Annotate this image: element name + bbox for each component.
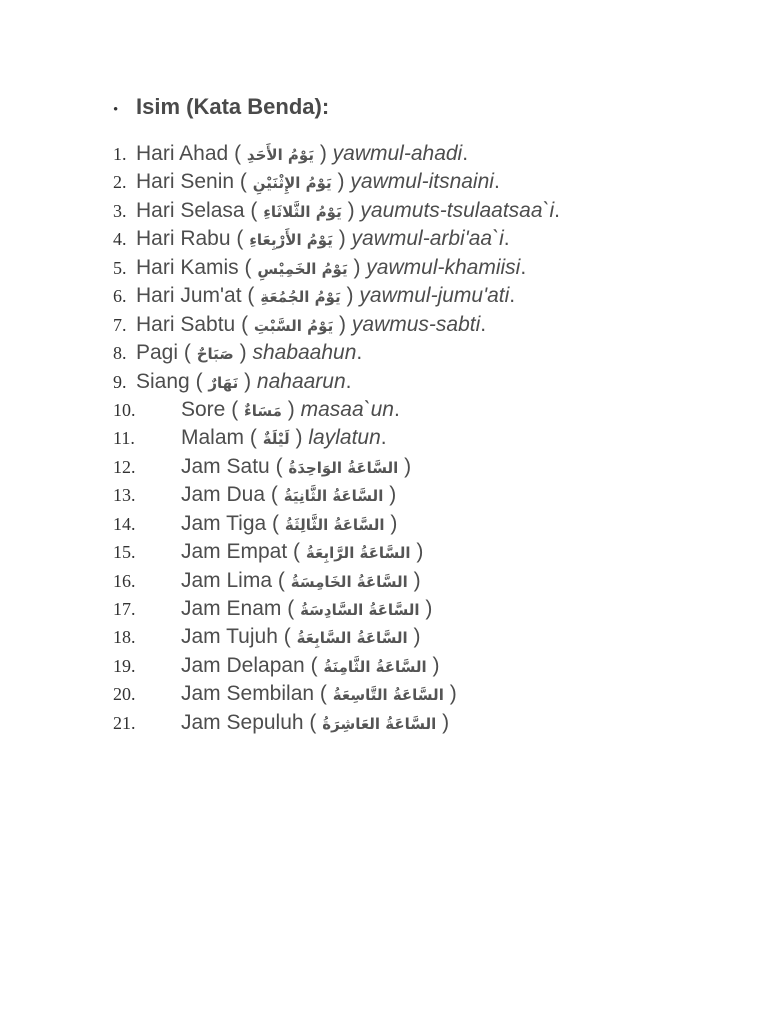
open-paren: ( <box>195 369 203 393</box>
close-paren: ) <box>416 540 424 564</box>
open-paren: ( <box>231 397 239 421</box>
open-paren: ( <box>310 653 318 677</box>
item-number: 10. <box>113 399 136 420</box>
list-item <box>0 623 768 651</box>
item-transliteration: yaumuts-tsulaatsaa`i <box>360 198 555 222</box>
item-number: 12. <box>113 456 136 477</box>
open-paren: ( <box>275 454 283 478</box>
item-label: Jam Dua <box>181 483 266 507</box>
item-arabic: السَّاعَةُ الثَّالِثَةُ <box>284 515 385 534</box>
close-paren: ) <box>432 653 440 677</box>
item-transliteration: yawmul-khamiisi <box>366 255 521 279</box>
item-arabic: مَسَاءٌ <box>244 401 282 420</box>
item-label: Hari Sabtu <box>136 312 236 336</box>
list-item <box>0 709 768 737</box>
close-paren: ) <box>449 682 457 706</box>
open-paren: ( <box>309 710 317 734</box>
item-transliteration: yawmul-arbi'aa`i <box>351 227 504 251</box>
item-label: Hari Jum'at <box>136 284 242 308</box>
item-transliteration: shabaahun <box>252 341 357 365</box>
open-paren: ( <box>247 284 255 308</box>
close-paren: ) <box>337 170 345 194</box>
close-paren: ) <box>413 568 421 592</box>
open-paren: ( <box>183 341 191 365</box>
close-paren: ) <box>319 142 327 165</box>
item-period: . <box>509 284 516 308</box>
item-transliteration: yawmul-itsnaini <box>350 170 494 194</box>
item-arabic: يَوْمُ الثَّلاثَاءِ <box>263 202 342 221</box>
close-paren: ) <box>413 625 421 649</box>
close-paren: ) <box>244 369 252 393</box>
item-number: 18. <box>113 627 136 648</box>
list-item <box>0 339 768 367</box>
close-paren: ) <box>404 454 412 478</box>
list-item <box>0 538 768 566</box>
item-period: . <box>493 170 500 194</box>
item-period: . <box>356 341 363 365</box>
heading-text: Isim (Kata Benda): <box>136 94 330 119</box>
item-label: Jam Enam <box>181 597 282 620</box>
item-label: Jam Sembilan <box>181 682 315 706</box>
item-number: 13. <box>113 485 136 506</box>
item-arabic: نَهَارٌ <box>208 373 239 392</box>
list-item <box>0 453 768 481</box>
close-paren: ) <box>295 426 303 450</box>
item-arabic: يَوْمُ الأَرْبِعَاءِ <box>249 231 333 250</box>
item-arabic: يَوْمُ الأَحَدِ <box>246 146 314 164</box>
item-arabic: يَوْمُ الخَمِيْسِ <box>257 259 348 278</box>
item-number: 2. <box>113 172 127 193</box>
item-label: Jam Tiga <box>181 511 267 535</box>
item-label: Malam <box>181 426 245 450</box>
list-item <box>0 168 768 196</box>
item-number: 4. <box>113 229 127 250</box>
item-arabic: السَّاعَةُ الخَامِسَةُ <box>290 572 408 591</box>
close-paren: ) <box>239 341 247 365</box>
item-label: Hari Senin <box>136 170 235 194</box>
open-paren: ( <box>236 227 244 251</box>
open-paren: ( <box>249 426 257 450</box>
item-label: Hari Selasa <box>136 198 245 222</box>
item-number: 5. <box>113 257 127 278</box>
item-number: 17. <box>113 599 136 619</box>
close-paren: ) <box>287 397 295 421</box>
open-paren: ( <box>244 255 252 279</box>
item-number: 21. <box>113 712 136 733</box>
open-paren: ( <box>241 312 249 336</box>
list-item <box>0 652 768 680</box>
list-item <box>0 510 768 538</box>
item-arabic: السَّاعَةُ السَّادِسَةُ <box>300 601 420 619</box>
item-number: 1. <box>113 144 127 164</box>
close-paren: ) <box>442 710 450 734</box>
item-transliteration: yawmul-ahadi <box>332 142 463 165</box>
item-period: . <box>462 142 469 165</box>
item-transliteration: nahaarun <box>256 369 346 393</box>
item-arabic: السَّاعَةُ التَّاسِعَةُ <box>332 686 444 705</box>
item-period: . <box>520 255 527 279</box>
open-paren: ( <box>293 540 301 564</box>
list-item <box>0 254 768 282</box>
item-period: . <box>503 227 510 251</box>
item-period: . <box>480 312 487 336</box>
open-paren: ( <box>234 142 242 165</box>
item-number: 14. <box>113 513 136 534</box>
item-label: Jam Empat <box>181 540 288 564</box>
item-label: Jam Delapan <box>181 653 305 677</box>
item-label: Siang <box>136 369 190 393</box>
item-label: Jam Sepuluh <box>181 710 304 734</box>
item-label: Hari Ahad <box>136 142 229 165</box>
list-item <box>0 282 768 310</box>
item-period: . <box>393 397 400 421</box>
item-number: 19. <box>113 655 136 676</box>
item-label: Hari Kamis <box>136 255 239 279</box>
item-arabic: السَّاعَةُ الثَّانِيَةُ <box>283 487 384 506</box>
list-item <box>0 680 768 708</box>
item-label: Jam Satu <box>181 454 270 478</box>
item-label: Jam Lima <box>181 568 273 592</box>
item-arabic: السَّاعَةُ الثَّامِنَةُ <box>323 657 427 676</box>
open-paren: ( <box>270 483 278 507</box>
item-number: 9. <box>113 371 127 392</box>
item-transliteration: yawmus-sabti <box>351 312 481 336</box>
open-paren: ( <box>272 511 280 535</box>
item-number: 7. <box>113 314 127 335</box>
item-label: Hari Rabu <box>136 227 231 251</box>
item-arabic: لَيْلَةٌ <box>262 430 290 449</box>
open-paren: ( <box>287 597 295 620</box>
close-paren: ) <box>425 597 433 620</box>
open-paren: ( <box>239 170 247 194</box>
item-arabic: السَّاعَةُ العَاشِرَةُ <box>322 714 437 733</box>
item-number: 6. <box>113 286 127 307</box>
open-paren: ( <box>277 568 285 592</box>
item-period: . <box>554 198 561 222</box>
item-arabic: صَبَاحٌ <box>196 345 234 364</box>
item-number: 8. <box>113 343 127 364</box>
list-item <box>0 481 768 509</box>
close-paren: ) <box>353 255 361 279</box>
open-paren: ( <box>319 682 327 706</box>
close-paren: ) <box>389 483 397 507</box>
heading-bullet: • <box>113 102 119 118</box>
item-number: 15. <box>113 542 136 563</box>
list-item <box>0 197 768 225</box>
close-paren: ) <box>338 227 346 251</box>
close-paren: ) <box>346 284 354 308</box>
item-number: 20. <box>113 684 136 705</box>
list-item <box>0 368 768 396</box>
item-arabic: السَّاعَةُ الرَّابِعَةُ <box>305 544 411 563</box>
item-arabic: يَوْمُ الجُمُعَةِ <box>260 288 341 307</box>
item-arabic: السَّاعَةُ الوَاحِدَةُ <box>288 458 399 477</box>
item-number: 16. <box>113 570 136 591</box>
item-transliteration: laylatun <box>308 426 381 450</box>
vocabulary-list <box>0 140 768 737</box>
list-item <box>0 225 768 253</box>
item-arabic: يَوْمُ السَّبْتِ <box>253 316 334 335</box>
item-transliteration: yawmul-jumu'ati <box>359 284 510 308</box>
list-item <box>0 424 768 452</box>
list-item <box>0 140 768 168</box>
open-paren: ( <box>283 625 291 649</box>
section-heading <box>113 93 329 121</box>
item-label: Pagi <box>136 341 179 365</box>
item-transliteration: masaa`un <box>300 397 394 421</box>
close-paren: ) <box>347 198 355 222</box>
item-number: 3. <box>113 200 127 221</box>
open-paren: ( <box>250 198 258 222</box>
list-item <box>0 595 768 623</box>
list-item <box>0 396 768 424</box>
list-item <box>0 311 768 339</box>
item-label: Jam Tujuh <box>181 625 278 649</box>
item-arabic: يَوْمُ الإِثْنَيْنِ <box>252 174 332 193</box>
item-arabic: السَّاعَةُ السَّابِعَةُ <box>296 629 408 648</box>
item-period: . <box>380 426 387 450</box>
item-period: . <box>345 369 352 393</box>
list-item <box>0 567 768 595</box>
close-paren: ) <box>339 312 347 336</box>
item-number: 11. <box>113 428 135 449</box>
close-paren: ) <box>390 511 398 535</box>
item-label: Sore <box>181 397 226 421</box>
